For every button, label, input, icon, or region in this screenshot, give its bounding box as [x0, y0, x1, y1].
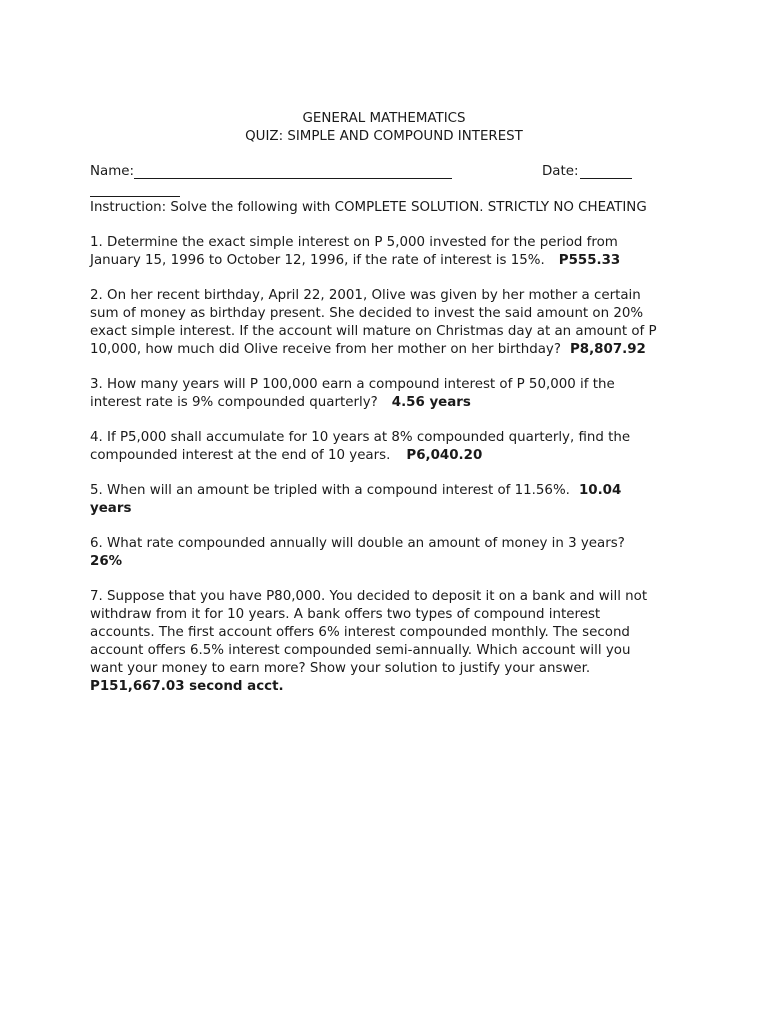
question-line: 4. If P5,000 shall accumulate for 10 years at 8% compounded quarterly, find the [90, 430, 631, 445]
answer: 26% [90, 554, 123, 569]
question-line [90, 447, 680, 465]
question-line: accounts. The first account offers 6% interest compounded monthly. The second [90, 625, 630, 640]
answer: 4.56 years [391, 395, 471, 410]
answer-part-1: 10.04 [578, 483, 622, 498]
question-line: 7. Suppose that you have P80,000. You decided to deposit it on a bank and will not [90, 589, 648, 604]
question-text: January 15, 1996 to October 12, 1996, if the rate of interest is 15%. [90, 253, 545, 268]
course-title: GENERAL MATHEMATICS [302, 111, 466, 126]
question-line: 6. What rate compounded annually will double an amount of money in 3 years? [90, 536, 625, 551]
question-5 [90, 482, 680, 518]
question-6 [90, 535, 680, 571]
question-2 [90, 287, 680, 359]
answer-part-2: years [90, 501, 132, 516]
question-line: account offers 6.5% interest compounded semi-annually. Which account will you [90, 643, 631, 658]
date-label: Date: [542, 164, 579, 179]
question-line: 3. How many years will P 100,000 earn a compound interest of P 50,000 if the [90, 377, 615, 392]
answer: P8,807.92 [569, 342, 646, 357]
answer: P151,667.03 second acct. [90, 679, 284, 694]
date-continuation-line[interactable] [90, 196, 180, 197]
question-line: sum of money as birthday present. She decided to invest the said amount on 20% [90, 306, 644, 321]
quiz-document [90, 110, 680, 696]
question-line [90, 252, 680, 270]
question-text: interest rate is 9% compounded quarterly? [90, 395, 378, 410]
question-text: 5. When will an amount be tripled with a compound interest of 11.56%. [90, 483, 570, 498]
question-line [90, 341, 680, 359]
quiz-title: QUIZ: SIMPLE AND COMPOUND INTEREST [245, 129, 523, 144]
question-line: 2. On her recent birthday, April 22, 2001, Olive was given by her mother a certain [90, 288, 641, 303]
question-line [90, 500, 680, 518]
instruction: Instruction: Solve the following with COMPLETE SOLUTION. STRICTLY NO CHEATING [90, 200, 647, 215]
question-1 [90, 234, 680, 270]
question-text: compounded interest at the end of 10 years. [90, 448, 391, 463]
question-7 [90, 588, 680, 696]
question-line [90, 553, 680, 571]
name-label: Name: [90, 164, 135, 179]
question-4 [90, 429, 680, 465]
question-line: want your money to earn more? Show your solution to justify your answer. [90, 661, 591, 676]
name-date-row [90, 163, 680, 199]
question-line [90, 482, 680, 500]
question-line [90, 678, 680, 696]
question-text: 10,000, how much did Olive receive from her mother on her birthday? [90, 342, 561, 357]
answer: P555.33 [558, 253, 621, 268]
question-line [90, 394, 680, 412]
name-blank-line[interactable] [134, 178, 452, 179]
question-line: withdraw from it for 10 years. A bank offers two types of compound interest [90, 607, 601, 622]
answer: P6,040.20 [406, 448, 483, 463]
date-blank-line[interactable] [580, 178, 632, 179]
question-3 [90, 376, 680, 412]
question-line: 1. Determine the exact simple interest on P 5,000 invested for the period from [90, 235, 618, 250]
question-line: exact simple interest. If the account will mature on Christmas day at an amount of P [90, 324, 657, 339]
